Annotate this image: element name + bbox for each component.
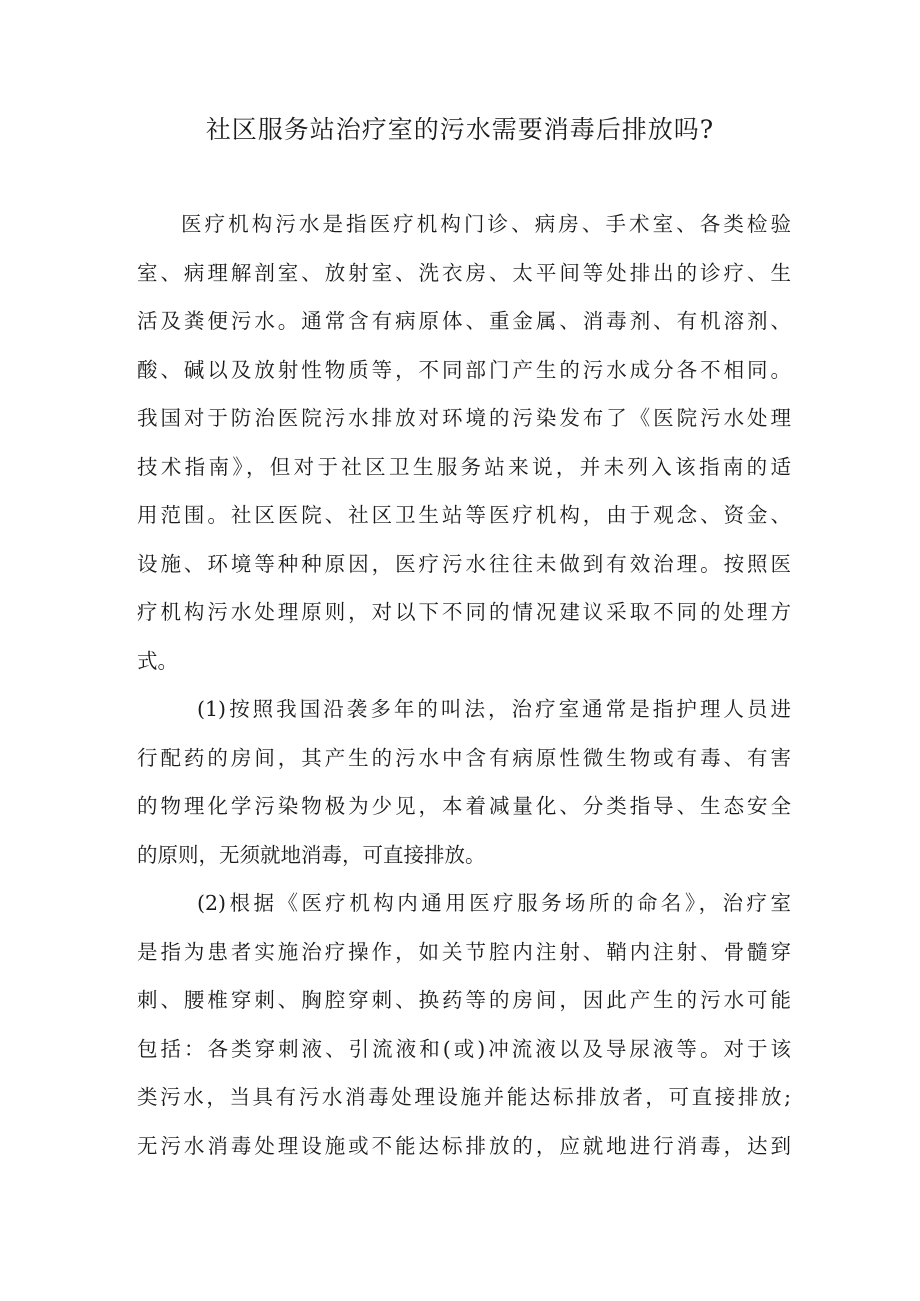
- paragraph-item-2: [137, 879, 791, 1170]
- paragraph-item-1: [137, 685, 791, 879]
- paragraph-line: 室、病理解剖室、放射室、洗衣房、太平间等处排出的诊疗、生: [137, 260, 791, 285]
- paragraph-line: 用范围。社区医院、社区卫生站等医疗机构，由于观念、资金、: [137, 503, 791, 527]
- paragraph-intro: [137, 200, 791, 685]
- paragraph-line: 刺、腰椎穿刺、胸腔穿刺、换药等的房间，因此产生的污水可能: [137, 988, 791, 1012]
- paragraph-line: 无污水消毒处理设施或不能达标排放的，应就地进行消毒，达到: [137, 1133, 791, 1158]
- paragraph-line: 设施、环境等种种原因，医疗污水往往未做到有效治理。按照医: [137, 551, 791, 576]
- paragraph-line: 是指为患者实施治疗操作，如关节腔内注射、鞘内注射、骨髓穿: [137, 939, 791, 964]
- paragraph-line: 活及粪便污水。通常含有病原体、重金属、消毒剂、有机溶剂、: [137, 309, 791, 333]
- paragraph-line: (2)根据《医疗机构内通用医疗服务场所的命名》，治疗室: [197, 891, 791, 915]
- paragraph-line: 我国对于防治医院污水排放对环境的污染发布了《医院污水处理: [137, 406, 791, 430]
- paragraph-line: 的原则，无须就地消毒，可直接排放。: [137, 842, 486, 867]
- paragraph-line: 医疗机构污水是指医疗机构门诊、病房、手术室、各类检验: [181, 212, 791, 236]
- paragraph-line: 式。: [137, 648, 178, 673]
- paragraph-line: 疗机构污水处理原则，对以下不同的情况建议采取不同的处理方: [137, 600, 791, 624]
- paragraph-line: 包括：各类穿刺液、引流液和(或)冲流液以及导尿液等。对于该: [137, 1036, 791, 1061]
- paragraph-line: 技术指南》，但对于社区卫生服务站来说，并未列入该指南的适: [137, 454, 791, 479]
- paragraph-line: 的物理化学污染物极为少见，本着减量化、分类指导、生态安全: [137, 794, 791, 818]
- document-body: [137, 200, 791, 1170]
- document-title: 社区服务站治疗室的污水需要消毒后排放吗?: [205, 115, 715, 144]
- paragraph-line: 行配药的房间，其产生的污水中含有病原性微生物或有毒、有害: [137, 745, 791, 770]
- paragraph-line: (1)按照我国沿袭多年的叫法，治疗室通常是指护理人员进: [197, 697, 791, 721]
- paragraph-line: 类污水，当具有污水消毒处理设施并能达标排放者，可直接排放;: [137, 1085, 791, 1109]
- paragraph-line: 酸、碱以及放射性物质等，不同部门产生的污水成分各不相同。: [137, 357, 791, 382]
